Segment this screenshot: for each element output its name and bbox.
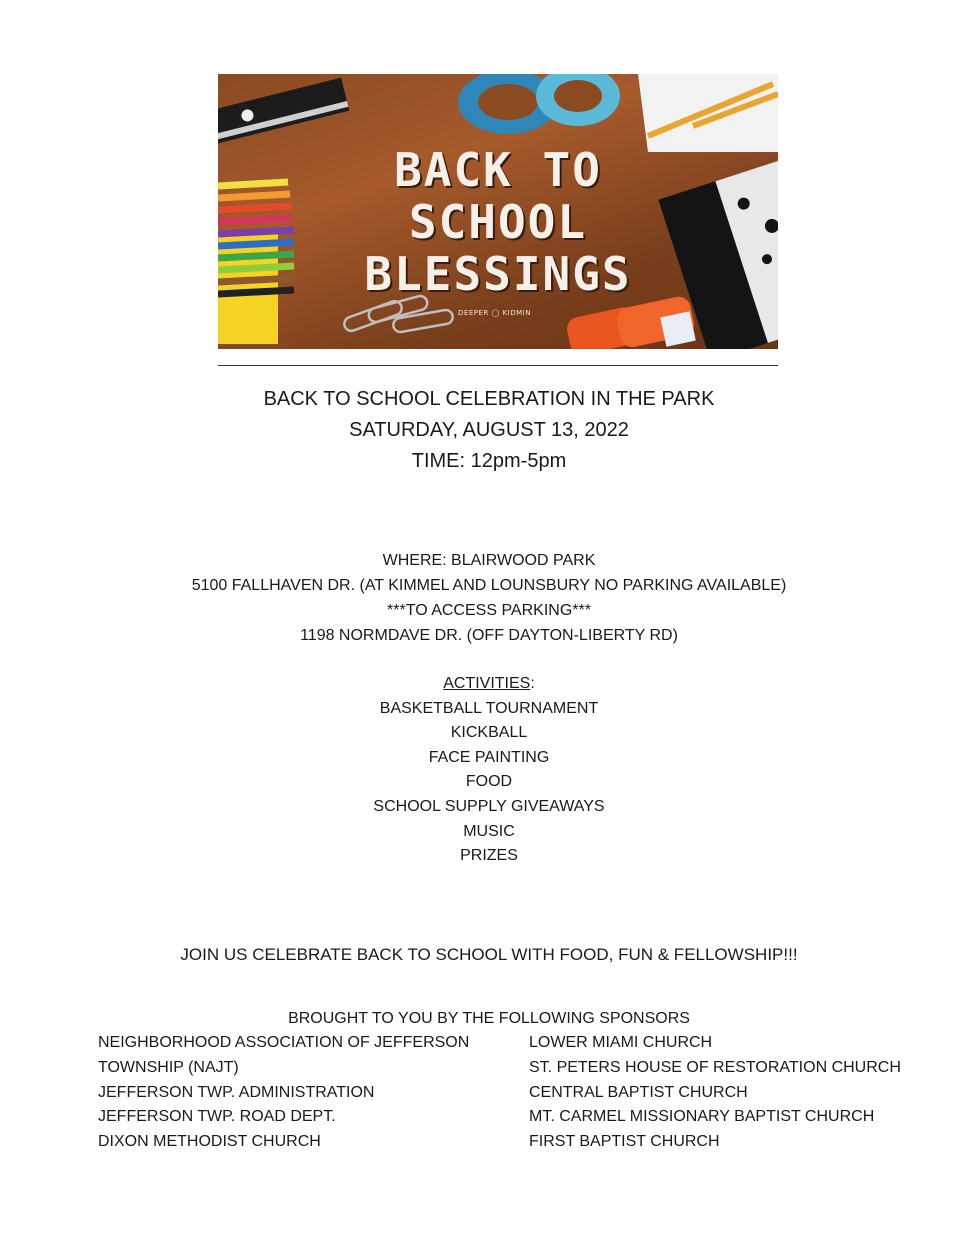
activities-heading-text: ACTIVITIES xyxy=(443,675,531,692)
activity-item: MUSIC xyxy=(463,822,515,840)
sponsor-item: TOWNSHIP (NAJT) xyxy=(98,1058,239,1076)
activity-item: PRIZES xyxy=(460,847,518,865)
logo-mark-icon: ◯ xyxy=(491,309,500,317)
activity-item: FACE PAINTING xyxy=(428,748,550,766)
parking-note: ***TO ACCESS PARKING*** xyxy=(387,602,591,619)
activity-item: SCHOOL SUPPLY GIVEAWAYS xyxy=(373,797,605,815)
sponsor-item: CENTRAL BAPTIST CHURCH xyxy=(529,1083,748,1101)
parking-address: 1198 NORMDAVE DR. (OFF DAYTON-LIBERTY RD) xyxy=(300,627,678,644)
banner-title-line: SCHOOL xyxy=(408,195,588,249)
activities-colon: : xyxy=(530,675,535,692)
event-title: BACK TO SCHOOL CELEBRATION IN THE PARK xyxy=(263,388,715,410)
event-date: SATURDAY, AUGUST 13, 2022 xyxy=(349,419,629,441)
location-where: WHERE: BLAIRWOOD PARK xyxy=(382,552,596,569)
sponsor-item: MT. CARMEL MISSIONARY BAPTIST CHURCH xyxy=(529,1108,875,1126)
activities-list xyxy=(0,672,978,869)
sponsor-item: LOWER MIAMI CHURCH xyxy=(529,1034,713,1051)
sponsors-right-column xyxy=(529,1031,901,1155)
sponsors-left-column xyxy=(98,1031,469,1155)
activity-item: BASKETBALL TOURNAMENT xyxy=(379,699,599,717)
sponsor-item: JEFFERSON TWP. ROAD DEPT. xyxy=(98,1108,336,1126)
divider xyxy=(218,365,778,366)
banner-title-line: BLESSINGS xyxy=(364,247,632,301)
activity-item: FOOD xyxy=(465,773,513,791)
sponsors-heading: BROUGHT TO YOU BY THE FOLLOWING SPONSORS xyxy=(288,1010,690,1027)
banner-image xyxy=(218,74,778,349)
scissors-icon xyxy=(458,74,620,134)
sponsor-item: NEIGHBORHOOD ASSOCIATION OF JEFFERSON xyxy=(98,1034,470,1051)
logo-text-left: DEEPER xyxy=(458,309,489,317)
glue-stick-icon xyxy=(565,295,697,349)
logo-text-right: KIDMIN xyxy=(502,309,531,317)
activity-item: KICKBALL xyxy=(450,724,528,742)
invite-text: JOIN US CELEBRATE BACK TO SCHOOL WITH FOOD, FUN & FELLOWSHIP!!! xyxy=(180,945,798,964)
event-details xyxy=(0,384,978,477)
ruler-icon xyxy=(218,78,349,145)
sponsor-item: JEFFERSON TWP. ADMINISTRATION xyxy=(98,1083,375,1101)
location-details xyxy=(0,548,978,648)
banner-title-line: BACK TO xyxy=(394,143,602,197)
sponsor-item: FIRST BAPTIST CHURCH xyxy=(529,1133,720,1151)
event-time: TIME: 12pm-5pm xyxy=(411,450,567,472)
sponsor-item: DIXON METHODIST CHURCH xyxy=(98,1133,321,1151)
banner-logo xyxy=(458,309,531,317)
banner-title xyxy=(218,144,778,300)
sponsor-item: ST. PETERS HOUSE OF RESTORATION CHURCH xyxy=(529,1058,901,1076)
location-address: 5100 FALLHAVEN DR. (AT KIMMEL AND LOUNSBURY NO PARKING AVAILABLE) xyxy=(191,577,787,594)
activities-heading xyxy=(0,672,978,697)
